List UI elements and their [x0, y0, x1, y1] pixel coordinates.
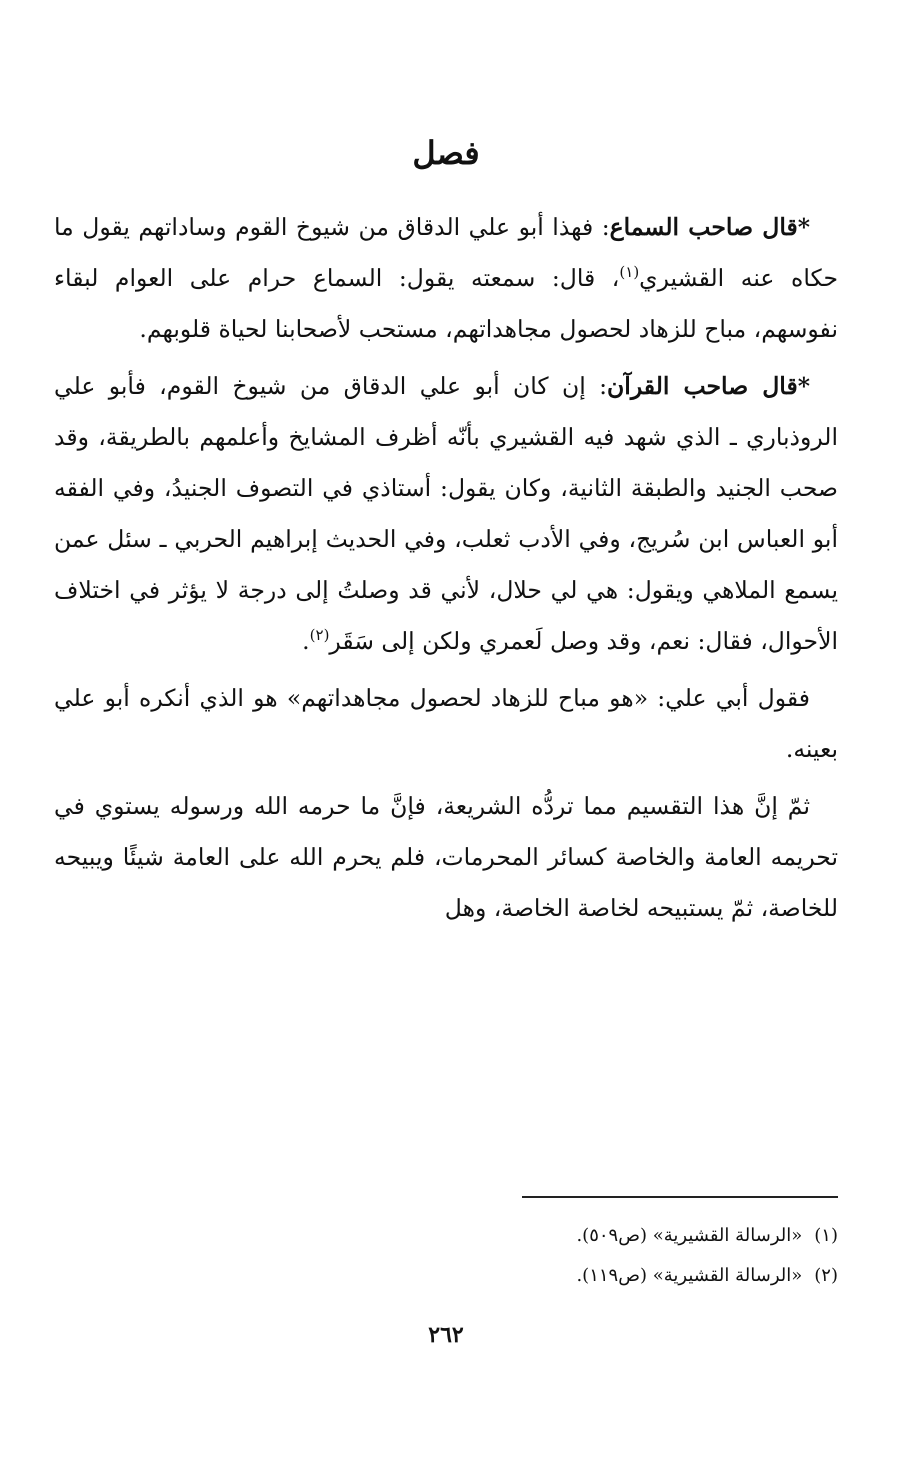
paragraph-1-text: : فهذا أبو علي الدقاق من شيوخ القوم وساداتهم يقول ما حكاه عنه القشيري	[54, 213, 838, 292]
footnote-divider	[522, 1196, 838, 1198]
footnote-ref-1[interactable]: (١)	[619, 263, 640, 282]
paragraph-1	[54, 202, 838, 355]
page-number: ٢٦٢	[428, 1322, 464, 1348]
section-heading: فصل	[412, 134, 480, 172]
body-text	[54, 202, 838, 934]
footnote-1-text: «الرسالة القشيرية» (ص٥٠٩).	[576, 1225, 803, 1246]
footnote-2-text: «الرسالة القشيرية» (ص١١٩).	[576, 1265, 803, 1286]
footnote-ref-2[interactable]: (٢)	[309, 626, 330, 645]
paragraph-3: فقول أبي علي: «هو مباح للزهاد لحصول مجاهداتهم» هو الذي أنكره أبو علي بعينه.	[54, 684, 838, 763]
paragraph-2-text: : إن كان أبو علي الدقاق من شيوخ القوم، فأبو علي الروذباري ـ الذي شهد فيه القشيري بأنّه أظرف المشايخ وأعلمهم بالطريقة، وقد صحب الجنيد والطبقة الثانية، وكان يقول: أستاذي في التصوف الجنيدُ، وفي الفقه أبو العباس ابن سُريج، وفي الأدب ثعلب، وفي الحديث إبراهيم الحربي ـ سئل عمن يسمع الملاهي ويقول: هي لي حلال، لأني قد وصلتُ إلى درجة لا يؤثر في اختلاف الأحوال، فقال: نعم، وقد وصل لَعمري ولكن إلى سَقَر	[54, 372, 838, 655]
footnotes	[54, 1216, 838, 1296]
paragraph-1-lead: *قال صاحب السماع	[609, 213, 810, 241]
book-page	[54, 0, 838, 1470]
footnote-2	[54, 1256, 838, 1296]
paragraph-4: ثمّ إنَّ هذا التقسيم مما تردُّه الشريعة، فإنَّ ما حرمه الله ورسوله يستوي في تحريمه العامة والخاصة كسائر المحرمات، فلم يحرم الله على العامة شيئًا ويبيحه للخاصة، ثمّ يستبيحه لخاصة الخاصة، وهل	[54, 792, 838, 922]
paragraph-1-after: ، قال: سمعته يقول: السماع حرام على العوام لبقاء نفوسهم، مباح للزهاد لحصول مجاهداتهم، مستحب لأصحابنا لحياة قلوبهم.	[54, 264, 838, 343]
paragraph-2-lead: *قال صاحب القرآن	[607, 372, 810, 400]
footnote-1	[54, 1216, 838, 1256]
paragraph-2	[54, 361, 838, 667]
footnote-2-number: (٢)	[814, 1265, 838, 1286]
paragraph-2-after: .	[302, 627, 310, 655]
footnote-1-number: (١)	[814, 1225, 838, 1246]
